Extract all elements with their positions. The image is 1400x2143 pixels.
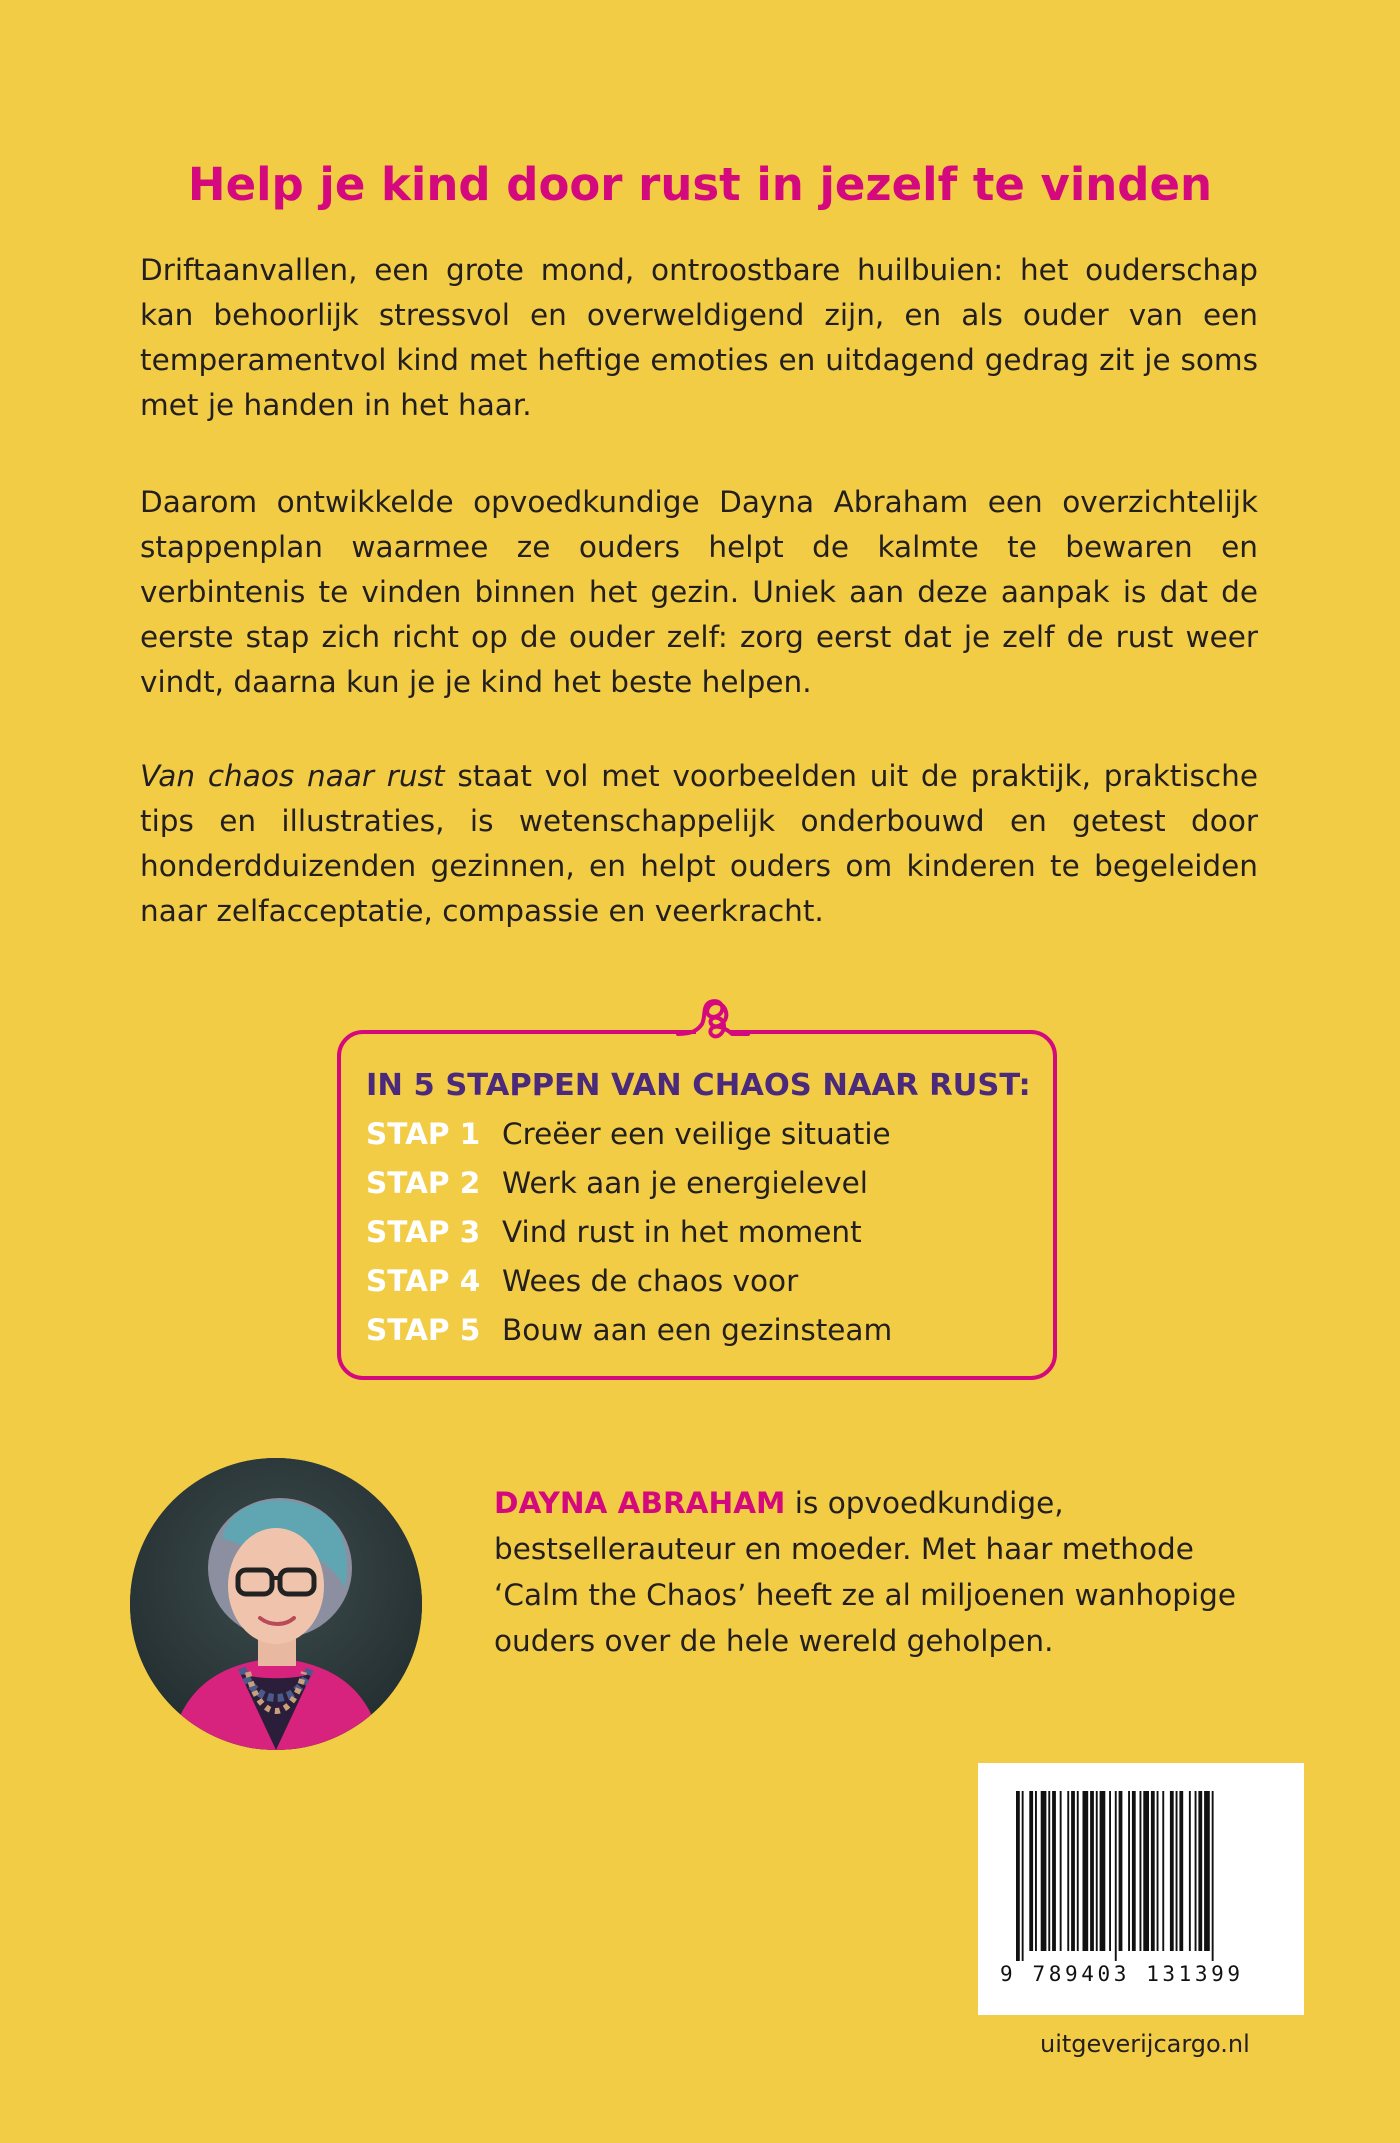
step-label: STAP 3 [366, 1215, 481, 1249]
barcode-bar [1157, 1791, 1159, 1951]
book-title: Van chaos naar rust [140, 759, 445, 793]
barcode-bar [1052, 1791, 1056, 1951]
headline: Help je kind door rust in jezelf te vinden [187, 158, 1213, 211]
author-name: DAYNA ABRAHAM [494, 1486, 786, 1520]
barcode-bar [1132, 1791, 1136, 1951]
barcode-bar [1077, 1791, 1079, 1951]
barcode-bar [1198, 1791, 1202, 1951]
barcode-bar [1035, 1791, 1037, 1951]
barcode-bar [1119, 1791, 1123, 1951]
method-paragraph: Daarom ontwikkelde opvoedkundige Dayna Abraham een overzichtelijk stappenplan waarmee ze ouders helpt de kalmte te bewaren en verbintenis te vinden binnen het gezin. Uniek aan deze aanpak is dat de eerste stap zich richt op de ouder zelf: zorg eerst dat je zelf de rust weer vindt, daarna kun je je kind het beste helpen. [140, 485, 1258, 699]
author-portrait-icon [130, 1458, 422, 1750]
author-photo [130, 1458, 422, 1750]
barcode-bar [1041, 1791, 1047, 1951]
barcode-bar [1022, 1791, 1024, 1961]
author-bio [494, 1480, 1264, 1664]
barcode-bar [1170, 1791, 1174, 1951]
barcode-bar [1109, 1791, 1111, 1951]
step-item [366, 1313, 892, 1357]
barcode-bar [1090, 1791, 1094, 1951]
step-label: STAP 1 [366, 1117, 481, 1151]
barcode-bar [1189, 1791, 1191, 1951]
barcode-bar [1151, 1791, 1155, 1951]
barcode-bar [1060, 1791, 1062, 1951]
barcode-bar [1029, 1791, 1033, 1951]
barcode-bar [1115, 1791, 1117, 1961]
barcode-bar [1140, 1791, 1142, 1951]
step-item [366, 1215, 862, 1259]
barcode-bar [1195, 1791, 1197, 1951]
step-label: STAP 5 [366, 1313, 481, 1347]
step-text: Vind rust in het moment [502, 1215, 862, 1249]
barcode-bar [1143, 1791, 1149, 1951]
barcode-digits: 9 789403 131399 [1000, 1962, 1244, 1986]
barcode-bar [1048, 1791, 1050, 1951]
step-label: STAP 2 [366, 1166, 481, 1200]
book-paragraph-text: staat vol met voorbeelden uit de praktijk, praktische tips en illustraties, is wetenschappelijk onderbouwd en getest door honderdduizenden gezinnen, en helpt ouders om kinderen te begeleiden naar zelfacceptatie, compassie en veerkracht. [140, 759, 1258, 928]
knot-ornament-icon [668, 990, 758, 1060]
step-text: Wees de chaos voor [502, 1264, 799, 1298]
barcode-bar [1128, 1791, 1130, 1951]
step-item [366, 1264, 798, 1308]
barcode-bar [1083, 1791, 1089, 1951]
barcode-bars-icon [978, 1763, 1304, 1963]
barcode-bar [1162, 1791, 1164, 1951]
step-item [366, 1117, 891, 1161]
barcode-bar [1212, 1791, 1214, 1961]
step-text: Werk aan je energielevel [502, 1166, 868, 1200]
barcode-bar [1176, 1791, 1178, 1951]
barcode-bar [1204, 1791, 1210, 1951]
publisher-url: uitgeverijcargo.nl [1040, 2030, 1250, 2058]
steps-title: IN 5 STAPPEN VAN CHAOS NAAR RUST: [366, 1068, 1031, 1103]
intro-paragraph: Driftaanvallen, een grote mond, ontroostbare huilbuien: het ouderschap kan behoorlijk stressvol en overweldigend zijn, en als ouder van een temperamentvol kind met heftige emoties en uitdagend gedrag zit je soms met je handen in het haar. [140, 253, 1258, 422]
step-label: STAP 4 [366, 1264, 481, 1298]
step-item [366, 1166, 868, 1210]
barcode-bar [1016, 1791, 1020, 1961]
barcode-bar [1071, 1791, 1075, 1951]
barcode-bar [1096, 1791, 1098, 1951]
book-paragraph [140, 754, 1258, 934]
barcode-bar [1067, 1791, 1069, 1951]
step-text: Bouw aan een gezinsteam [502, 1313, 893, 1347]
barcode-bar [1100, 1791, 1106, 1951]
step-text: Creëer een veilige situatie [502, 1117, 891, 1151]
barcode-bar [1179, 1791, 1183, 1951]
author-bio-text: is opvoedkundige, bestsellerauteur en moeder. Met haar methode ‘Calm the Chaos’ heeft ze al miljoenen wanhopige ouders over de hele wereld geholpen. [494, 1486, 1237, 1658]
